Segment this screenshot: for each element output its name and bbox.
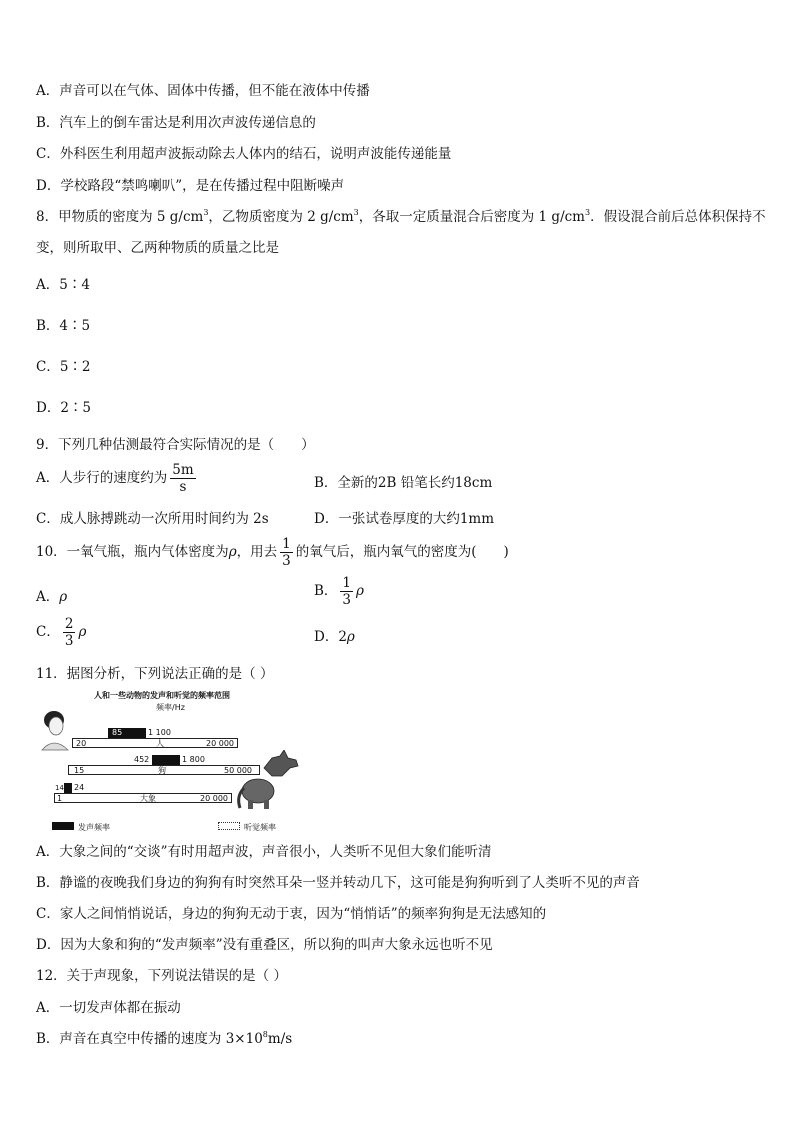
q8-option-c: C．5∶2 — [36, 359, 91, 375]
q10-option-d: D．2ρ — [314, 629, 355, 645]
dog-speak-low: 452 — [134, 755, 150, 764]
q11-option-b: B．静谧的夜晚我们身边的狗狗有时突然耳朵一竖并转动几下，这可能是狗狗听到了人类听不见的声音 — [36, 875, 640, 891]
q7-option-a: A．声音可以在气体、固体中传播，但不能在液体中传播 — [36, 83, 370, 99]
q9-option-c: C．成人脉搏跳动一次所用时间约为 2s — [36, 511, 269, 527]
legend-speaking-label: 发声频率 — [78, 823, 110, 832]
elephant-label: 大象 — [140, 794, 156, 803]
figure-unit: 频率/Hz — [156, 703, 185, 712]
q9-a-fraction: $\frac{5m}{s}$ — [172, 462, 194, 495]
dog-hear-high: 50 000 — [224, 766, 252, 775]
figure-title: 人和一些动物的发声和听觉的频率范围 — [94, 691, 230, 700]
q12-option-b: B．声音在真空中传播的速度为 $3\times 10^8m/s$ — [36, 1030, 293, 1047]
q9-option-b: B．全新的2B 铅笔长约18cm — [314, 475, 493, 491]
dog-speaking-bar — [152, 755, 180, 765]
q9-stem: 9．下列几种估测最符合实际情况的是（ ） — [36, 437, 315, 453]
q10-option-a: A．ρ — [36, 589, 68, 605]
q8-stem-line2: 变，则所取甲、乙两种物质的质量之比是 — [36, 240, 279, 256]
legend-hearing-label: 听觉频率 — [244, 823, 276, 832]
q8-option-b: B．4∶5 — [36, 318, 91, 334]
legend-speaking-swatch — [52, 822, 74, 830]
q9-option-d: D．一张试卷厚度的大约1mm — [314, 511, 495, 527]
human-label: 人 — [156, 739, 164, 748]
human-speak-low: 85 — [112, 728, 123, 737]
person-illustration — [36, 708, 72, 752]
q9-option-a: A．人步行的速度约为 $\frac{5m}{s}$ — [36, 462, 194, 495]
q7-option-d: D．学校路段“禁鸣喇叭”，是在传播过程中阻断噪声 — [36, 178, 345, 194]
q11-option-c: C．家人之间悄悄说话，身边的狗狗无动于衷，因为“悄悄话”的频率狗狗是无法感知的 — [36, 906, 547, 922]
legend-hearing-swatch — [218, 822, 240, 830]
q12-option-a: A．一切发声体都在振动 — [36, 1000, 181, 1016]
q8-stem-line1: 8．甲物质的密度为 5 $g/cm^3$，乙物质密度为 2 $g/cm^3$，各取一定质量混合后密度为 1 $g/cm^3$．假设混合前后总体积保持不 — [36, 208, 766, 225]
q12-stem: 12．关于声现象，下列说法错误的是（ ） — [36, 968, 287, 984]
q8-option-d: D．2∶5 — [36, 400, 92, 416]
q8-option-a: A．5∶4 — [36, 277, 90, 293]
human-hear-high: 20 000 — [206, 739, 234, 748]
dog-hear-low: 15 — [74, 766, 85, 775]
q7-option-b: B．汽车上的倒车雷达是利用次声波传递信息的 — [36, 115, 316, 131]
elephant-speak-low: 14 — [55, 784, 64, 792]
q10-option-c: C． $\frac{2}{3}$ ρ — [36, 616, 87, 649]
q10-option-b: B． $\frac{1}{3}$ ρ — [314, 575, 364, 608]
elephant-illustration — [234, 776, 276, 810]
dog-speak-high: 1 800 — [182, 755, 205, 764]
elephant-speaking-bar — [64, 783, 72, 793]
q10-stem-fraction: $\frac{1}{3}$ — [282, 536, 291, 569]
elephant-speak-high: 24 — [74, 783, 85, 792]
q11-option-d: D．因为大象和狗的“发声频率”没有重叠区，所以狗的叫声大象永远也听不见 — [36, 937, 493, 953]
q7-option-c: C．外科医生利用超声波振动除去人体内的结石，说明声波能传递能量 — [36, 146, 452, 162]
q11-option-a: A．大象之间的“交谈”有时用超声波，声音很小，人类听不见但大象们能听清 — [36, 844, 492, 860]
q11-stem: 11．据图分析，下列说法正确的是（ ） — [36, 666, 274, 682]
human-speak-high: 1 100 — [148, 728, 171, 737]
elephant-hear-low: 1 — [57, 794, 63, 803]
dog-label: 狗 — [158, 766, 166, 775]
elephant-hear-high: 20 000 — [200, 794, 228, 803]
frequency-range-figure — [36, 688, 308, 836]
q10-b-fraction: $\frac{1}{3}$ — [342, 575, 352, 608]
q10-stem: 10．一氧气瓶，瓶内气体密度为ρ，用去 $\frac{1}{3}$ 的氧气后，瓶内氧气的密度为( ) — [36, 536, 509, 569]
human-hear-low: 20 — [76, 739, 87, 748]
q10-c-fraction: $\frac{2}{3}$ — [64, 616, 74, 649]
